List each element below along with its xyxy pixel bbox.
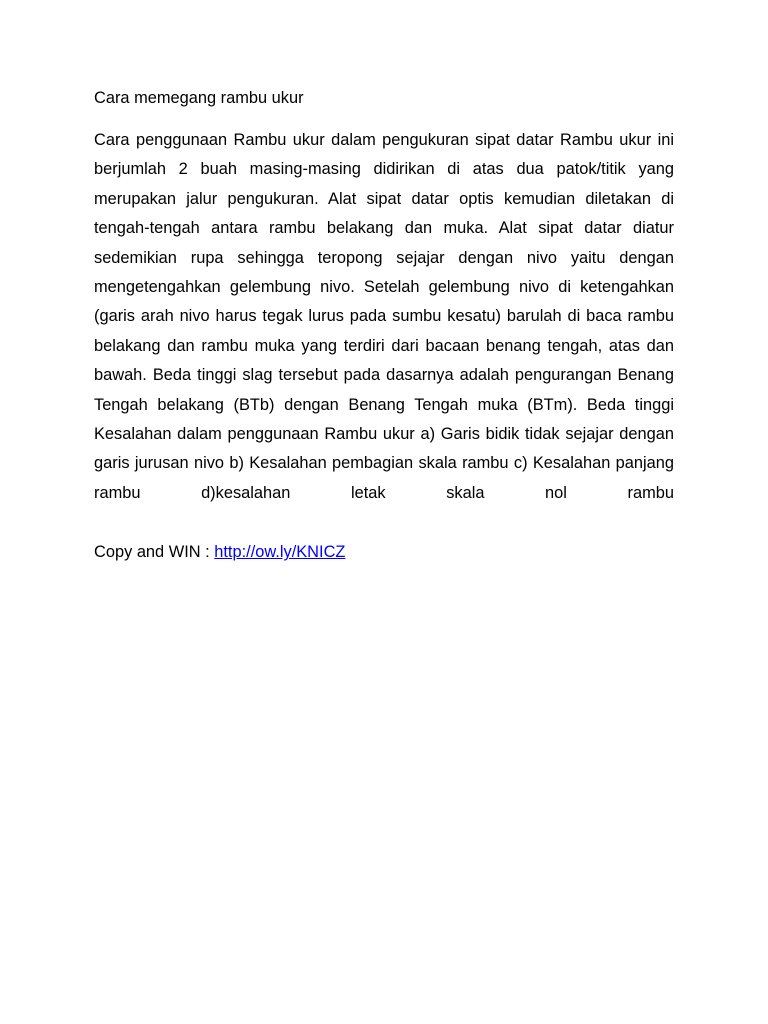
document-body-paragraph: Cara penggunaan Rambu ukur dalam pengukuran sipat datar Rambu ukur ini berjumlah 2 buah masing-masing didirikan di atas dua patok/titik yang merupakan jalur pengukuran. Alat sipat datar optis kemudian diletakan di tengah-tengah antara rambu belakang dan muka. Alat sipat datar diatur sedemikian rupa sehingga teropong sejajar dengan nivo yaitu dengan mengetengahkan gelembung nivo. Setelah gelembung nivo di ketengahkan (garis arah nivo harus tegak lurus pada sumbu kesatu) barulah di baca rambu belakang dan rambu muka yang terdiri dari bacaan benang tengah, atas dan bawah. Beda tinggi slag tersebut pada dasarnya adalah pengurangan Benang Tengah belakang (BTb) dengan Benang Tengah muka (BTm). Beda tinggi Kesalahan dalam penggunaan Rambu ukur a) Garis bidik tidak sejajar dengan garis jurusan nivo b) Kesalahan pembagian skala rambu c) Kesalahan panjang rambu d)kesalahan letak skala nol rambu (94, 131, 674, 502)
promo-link[interactable]: http://ow.ly/KNICZ (214, 543, 346, 562)
footer-prefix-text: Copy and WIN : (94, 543, 215, 562)
document-title: Cara memegang rambu ukur (94, 89, 304, 107)
document-footer (94, 540, 674, 564)
